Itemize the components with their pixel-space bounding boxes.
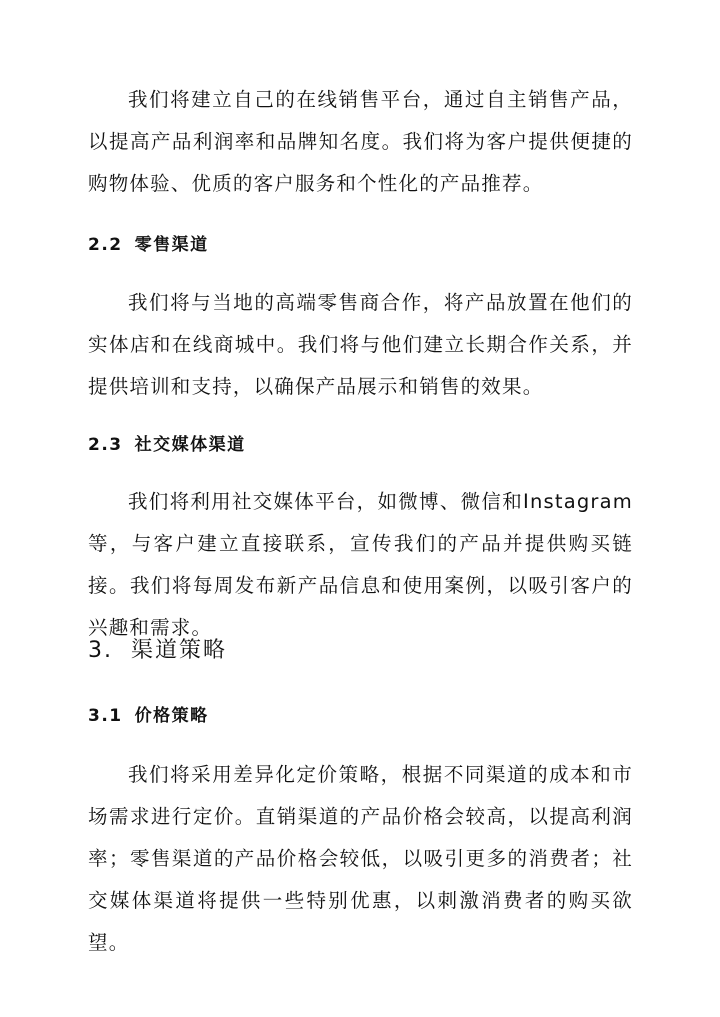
section-number: 3.1	[88, 706, 123, 726]
paragraph-pricing-strategy: 我们将采用差异化定价策略，根据不同渠道的成本和市场需求进行定价。直销渠道的产品价格会较高，以提高利润率；零售渠道的产品价格会较低，以吸引更多的消费者；社交媒体渠道将提供一些特别优惠，以刺激消费者的购买欲望。	[88, 763, 633, 954]
section-number: 2.2	[88, 235, 123, 255]
section-number: 3.	[88, 638, 113, 663]
paragraph-social-media-channel: 我们将利用社交媒体平台，如微博、微信和Instagram等，与客户建立直接联系，宣传我们的产品并提供购买链接。我们将每周发布新产品信息和使用案例，以吸引客户的兴趣和需求。	[88, 490, 633, 639]
section-title: 价格策略	[134, 706, 209, 726]
section-title: 渠道策略	[131, 638, 228, 663]
section-heading-3-1	[88, 704, 209, 728]
section-title: 社交媒体渠道	[134, 435, 246, 455]
section-title: 零售渠道	[134, 235, 209, 255]
section-number: 2.3	[88, 435, 123, 455]
paragraph-retail-channel: 我们将与当地的高端零售商合作，将产品放置在他们的实体店和在线商城中。我们将与他们建立长期合作关系，并提供培训和支持，以确保产品展示和销售的效果。	[88, 291, 633, 398]
paragraph-online-platform: 我们将建立自己的在线销售平台，通过自主销售产品，以提高产品利润率和品牌知名度。我们将为客户提供便捷的购物体验、优质的客户服务和个性化的产品推荐。	[88, 88, 633, 195]
section-heading-2-2	[88, 233, 209, 257]
section-heading-2-3	[88, 433, 246, 457]
section-heading-3	[88, 636, 227, 666]
